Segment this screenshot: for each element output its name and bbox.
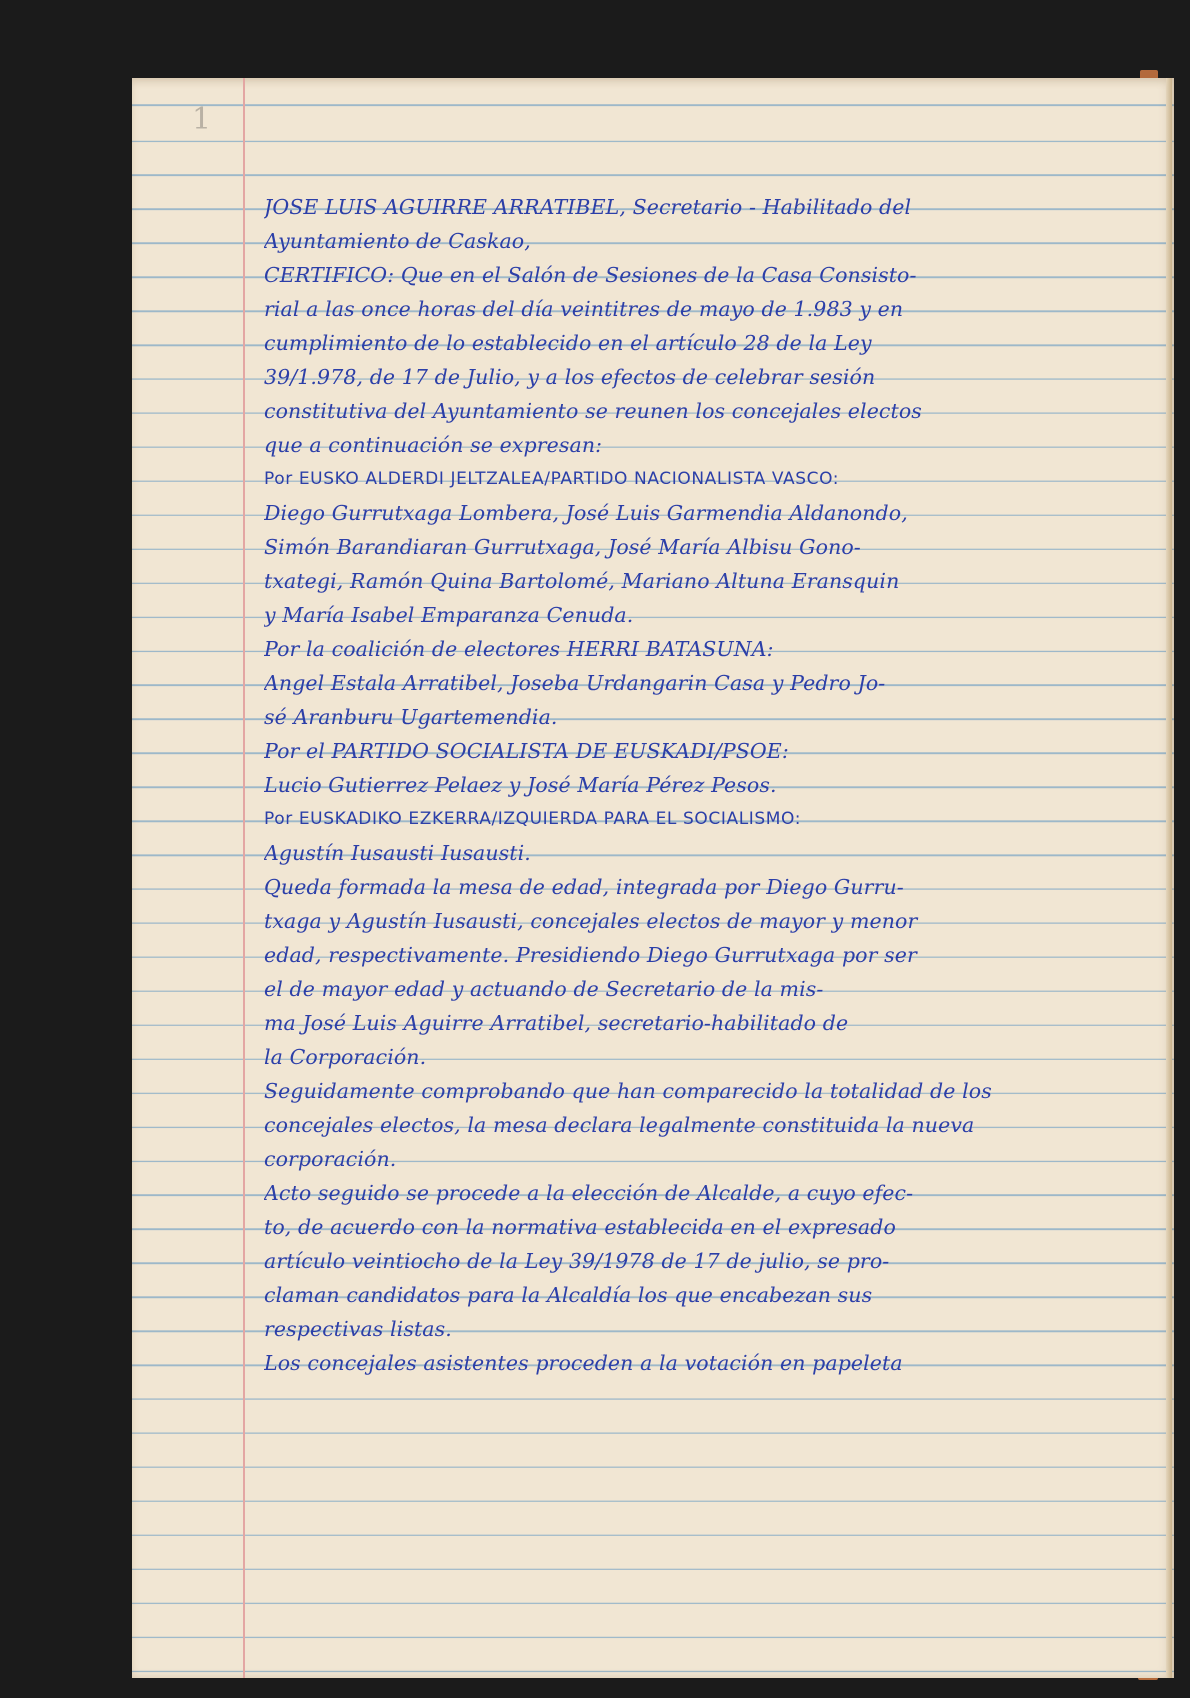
handwritten-text	[264, 190, 1154, 1380]
text-line: artículo veintiocho de la Ley 39/1978 de 17 de julio, se pro-	[264, 1249, 890, 1273]
text-line: la Corporación.	[264, 1045, 427, 1069]
text-line: corporación.	[264, 1147, 397, 1171]
text-line: cumplimiento de lo establecido en el artículo 28 de la Ley	[264, 331, 872, 355]
text-line: Acto seguido se procede a la elección de Alcalde, a cuyo efec-	[264, 1181, 914, 1205]
text-line: concejales electos, la mesa declara legalmente constituida la nueva	[264, 1113, 975, 1137]
text-line: CERTIFICO: Que en el Salón de Sesiones de la Casa Consisto-	[264, 263, 917, 287]
text-line: claman candidatos para la Alcaldía los que encabezan sus	[264, 1283, 873, 1307]
text-line: to, de acuerdo con la normativa establecida en el expresado	[264, 1215, 896, 1239]
text-line: respectivas listas.	[264, 1317, 452, 1341]
text-line: Seguidamente comprobando que han comparecido la totalidad de los	[264, 1079, 992, 1103]
ruled-page	[132, 78, 1174, 1678]
text-line: Por el PARTIDO SOCIALISTA DE EUSKADI/PSOE:	[264, 739, 789, 763]
text-line: sé Aranburu Ugartemendia.	[264, 705, 558, 729]
binding-edge	[1166, 78, 1172, 1678]
text-line: Simón Barandiaran Gurrutxaga, José María Albisu Gono-	[264, 535, 861, 559]
text-line: Queda formada la mesa de edad, integrada por Diego Gurru-	[264, 875, 904, 899]
text-line: 39/1.978, de 17 de Julio, y a los efectos de celebrar sesión	[264, 365, 876, 389]
text-line: rial a las once horas del día veintitres de mayo de 1.983 y en	[264, 297, 904, 321]
text-line: Lucio Gutierrez Pelaez y José María Pérez Pesos.	[264, 773, 777, 797]
text-line: txategi, Ramón Quina Bartolomé, Mariano Altuna Eransquin	[264, 569, 900, 593]
text-line: Por EUSKADIKO EZKERRA/IZQUIERDA PARA EL SOCIALISMO:	[264, 809, 802, 829]
text-line: JOSE LUIS AGUIRRE ARRATIBEL, Secretario - Habilitado del	[264, 195, 912, 219]
text-line: Angel Estala Arratibel, Joseba Urdangarin Casa y Pedro Jo-	[264, 671, 886, 695]
text-line: edad, respectivamente. Presidiendo Diego Gurrutxaga por ser	[264, 943, 917, 967]
text-line: Por la coalición de electores HERRI BATASUNA:	[264, 637, 774, 661]
text-line: Ayuntamiento de Caskao,	[264, 229, 531, 253]
text-line: txaga y Agustín Iusausti, concejales electos de mayor y menor	[264, 909, 918, 933]
text-line: Agustín Iusausti Iusausti.	[264, 841, 531, 865]
text-line: el de mayor edad y actuando de Secretario de la mis-	[264, 977, 824, 1001]
page-number: 1	[192, 102, 212, 137]
text-line: ma José Luis Aguirre Arratibel, secretario-habilitado de	[264, 1011, 849, 1035]
text-line: que a continuación se expresan:	[264, 433, 603, 457]
text-line: y María Isabel Emparanza Cenuda.	[264, 603, 634, 627]
text-line: Diego Gurrutxaga Lombera, José Luis Garmendia Aldanondo,	[264, 501, 908, 525]
text-line: constitutiva del Ayuntamiento se reunen los concejales electos	[264, 399, 922, 423]
text-line: Por EUSKO ALDERDI JELTZALEA/PARTIDO NACIONALISTA VASCO:	[264, 469, 840, 489]
text-line: Los concejales asistentes proceden a la votación en papeleta	[264, 1351, 903, 1375]
margin-line	[243, 78, 245, 1678]
